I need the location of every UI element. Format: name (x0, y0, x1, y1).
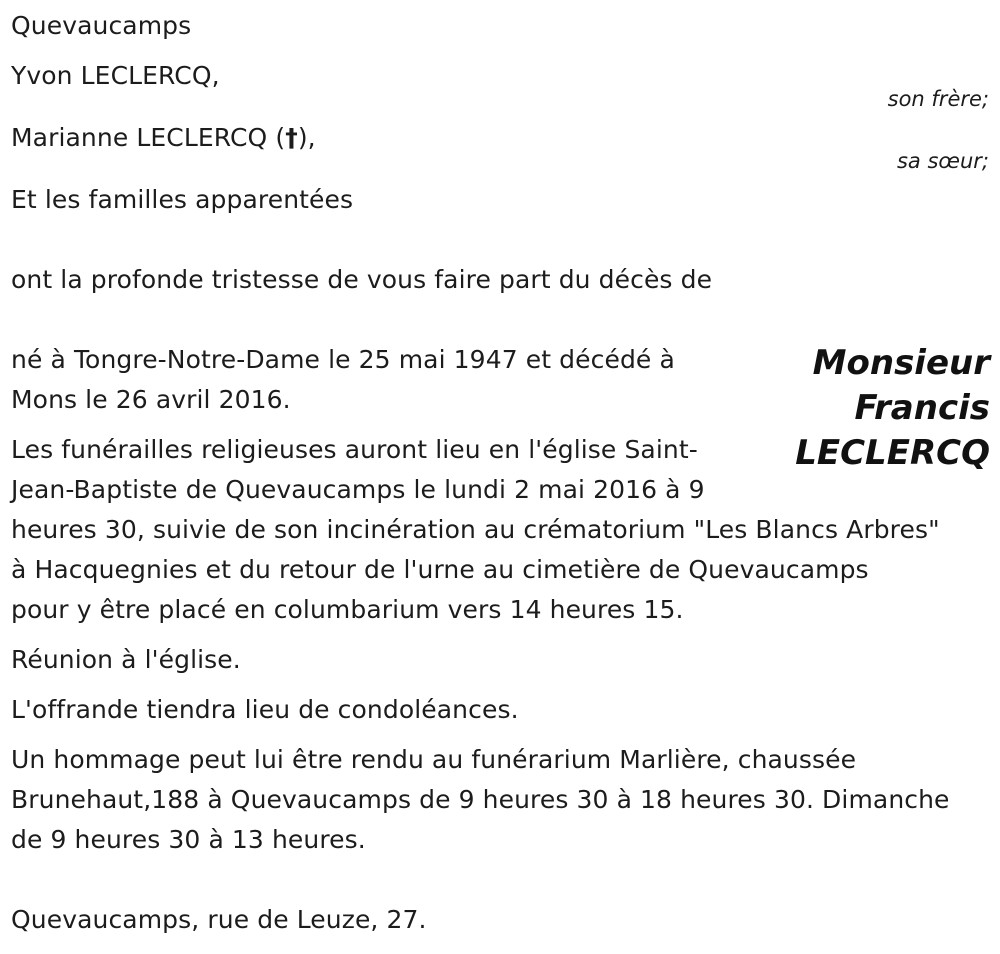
funeral-line-4: à Hacquegnies et du retour de l'urne au cimetière de Quevaucamps (11, 555, 869, 584)
tribute-line-2: Brunehaut,188 à Quevaucamps de 9 heures 30 à 18 heures 30. Dimanche (11, 785, 950, 814)
tribute-line-3: de 9 heures 30 à 13 heures. (11, 825, 366, 854)
funeral-line-3: heures 30, suivie de son incinération au crématorium "Les Blancs Arbres" (11, 515, 940, 544)
birth-line-2: Mons le 26 avril 2016. (11, 385, 291, 414)
role-brother: son frère; (887, 87, 989, 111)
meeting-line: Réunion à l'église. (11, 645, 241, 674)
family-member-brother: Yvon LECLERCQ, (11, 61, 220, 90)
tribute-line-1: Un hommage peut lui être rendu au funérarium Marlière, chaussée (11, 745, 857, 774)
deceased-title: Monsieur (812, 343, 990, 383)
offering-line: L'offrande tiendra lieu de condoléances. (11, 695, 519, 724)
funeral-line-1: Les funérailles religieuses auront lieu en l'église Saint- (11, 435, 698, 464)
relatives-line: Et les familles apparentées (11, 185, 354, 214)
cross-icon: † (285, 123, 298, 152)
announcement-line: ont la profonde tristesse de vous faire part du décès de (11, 265, 713, 294)
deceased-lastname: LECLERCQ (795, 433, 990, 473)
birth-line-1: né à Tongre-Notre-Dame le 25 mai 1947 et décédé à (11, 345, 675, 374)
deceased-firstname: Francis (854, 388, 990, 428)
header-place: Quevaucamps (11, 11, 192, 40)
family-member-sister (11, 118, 316, 158)
funeral-line-2: Jean-Baptiste de Quevaucamps le lundi 2 mai 2016 à 9 (11, 475, 705, 504)
deceased-name (795, 341, 990, 476)
funeral-line-5: pour y être placé en columbarium vers 14 heures 15. (11, 595, 684, 624)
sister-name-pre: Marianne LECLERCQ ( (11, 123, 286, 152)
sister-name-post: ), (297, 123, 316, 152)
role-sister: sa sœur; (896, 149, 989, 173)
address-line: Quevaucamps, rue de Leuze, 27. (11, 905, 427, 934)
